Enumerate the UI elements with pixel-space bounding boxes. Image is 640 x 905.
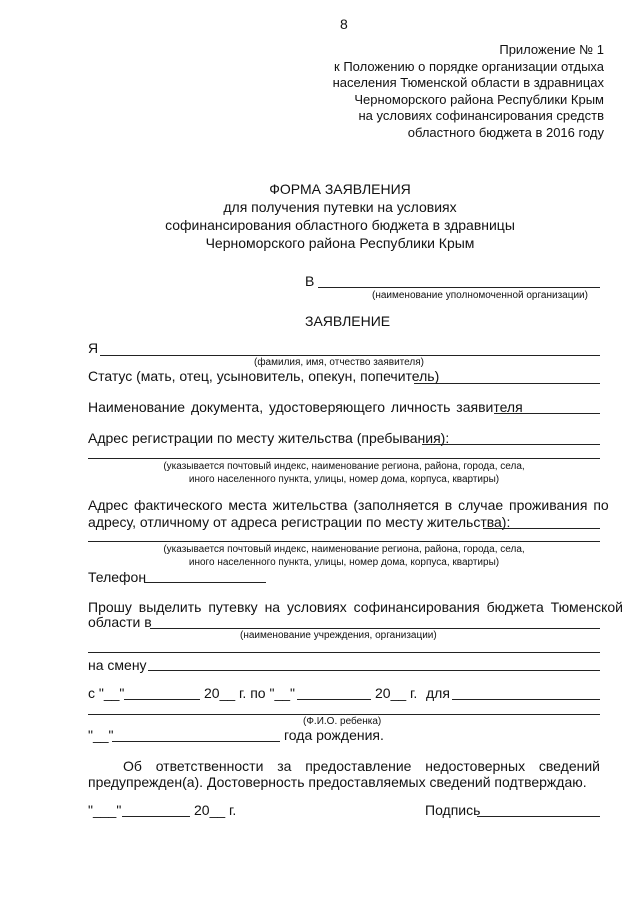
signature-label: Подпись [425,802,481,818]
actual-address-label: адресу, отличному от адреса регистрации по месту жительства): [88,514,511,530]
institution-hint: (наименование учреждения, организации) [240,630,437,641]
signature-date-prefix: "___" [88,802,122,818]
recipient-hint: (наименование уполномоченной организации) [372,290,588,301]
responsibility-word: Об [123,758,142,774]
child-name-field[interactable] [88,714,600,715]
shift-field[interactable] [148,670,600,671]
phone-field[interactable] [144,582,266,583]
appendix-line: Приложение № 1 [499,42,604,57]
institution-field[interactable] [150,628,600,629]
request-text: Прошу выделить путевку на условиях софинансирования бюджета Тюменской [88,599,623,615]
responsibility-word: недостоверных [425,758,526,774]
appendix-line: к Положению о порядке организации отдыха [334,58,604,74]
applicant-field[interactable] [100,355,600,356]
registration-field-1[interactable] [422,444,600,445]
date-from-field[interactable] [124,699,200,700]
actual-address-hint: (указывается почтовый индекс, наименование региона, района, города, села, [163,544,525,555]
recipient-field[interactable] [318,287,600,288]
responsibility-text: предупрежден(а). Достоверность предоставляемых сведений подтверждаю. [88,774,587,790]
birth-suffix: года рождения. [284,727,384,743]
status-field[interactable] [414,383,600,384]
applicant-label: Я [88,340,99,356]
status-label: Статус (мать, отец, усыновитель, опекун, попечитель) [88,368,440,384]
form-subtitle: софинансирования областного бюджета в здравницы [165,217,515,233]
child-hint: (Ф.И.О. ребенка) [303,716,382,727]
actual-address-hint: иного населенного пункта, улицы, номер дома, корпуса, квартиры) [188,557,500,568]
date-to-prefix: 20__ г. по "__" [204,685,295,701]
document-label: Наименование документа, удостоверяющего личность заявителя [88,399,523,415]
birth-prefix: "__" [88,727,114,743]
registration-label: Адрес регистрации по месту жительства (пребывания): [88,430,450,446]
date-to-field[interactable] [297,699,371,700]
responsibility-word: сведений [538,758,600,774]
statement-heading: ЗАЯВЛЕНИЕ [305,313,391,329]
form-subtitle: Черноморского района Республики Крым [205,235,475,251]
actual-address-field-1[interactable] [483,528,600,529]
for-field[interactable] [452,699,600,700]
signature-date-suffix: 20__ г. [194,802,237,818]
signature-date-field[interactable] [122,816,190,817]
form-title: ФОРМА ЗАЯВЛЕНИЯ [269,181,411,197]
page-number: 8 [340,16,348,32]
birth-date-field[interactable] [112,741,280,742]
applicant-hint: (фамилия, имя, отчество заявителя) [254,357,424,368]
document-field[interactable] [494,413,600,414]
signature-field[interactable] [477,816,600,817]
actual-address-label: Адрес фактического места жительства (заполняется в случае проживания по [88,497,609,513]
form-title-block [80,180,600,252]
responsibility-word: ответственности [155,758,264,774]
recipient-label: В [305,273,315,289]
date-year2: 20__ г. [375,685,418,701]
responsibility-word: за [277,758,292,774]
appendix-block [333,42,604,141]
appendix-line: Черноморского района Республики Крым [354,91,604,107]
appendix-line: областного бюджета в 2016 году [407,124,604,140]
shift-label: на смену [88,657,147,673]
request-text: области в [88,614,152,630]
registration-hint: (указывается почтовый индекс, наименование региона, района, города, села, [163,461,525,472]
form-subtitle: для получения путевки на условиях [223,199,457,215]
for-label: для [426,685,450,701]
actual-address-field-2[interactable] [88,541,600,542]
registration-field-2[interactable] [88,458,600,459]
appendix-line: на условиях софинансирования средств [358,108,604,123]
responsibility-line [123,758,600,774]
responsibility-word: предоставление [305,758,412,774]
registration-hint: иного населенного пункта, улицы, номер дома, корпуса, квартиры) [188,474,500,485]
institution-field-2[interactable] [88,652,600,653]
phone-label: Телефон [88,569,147,585]
appendix-line: населения Тюменской области в здравницах [332,75,604,90]
date-from-prefix: с "__" [88,685,125,701]
